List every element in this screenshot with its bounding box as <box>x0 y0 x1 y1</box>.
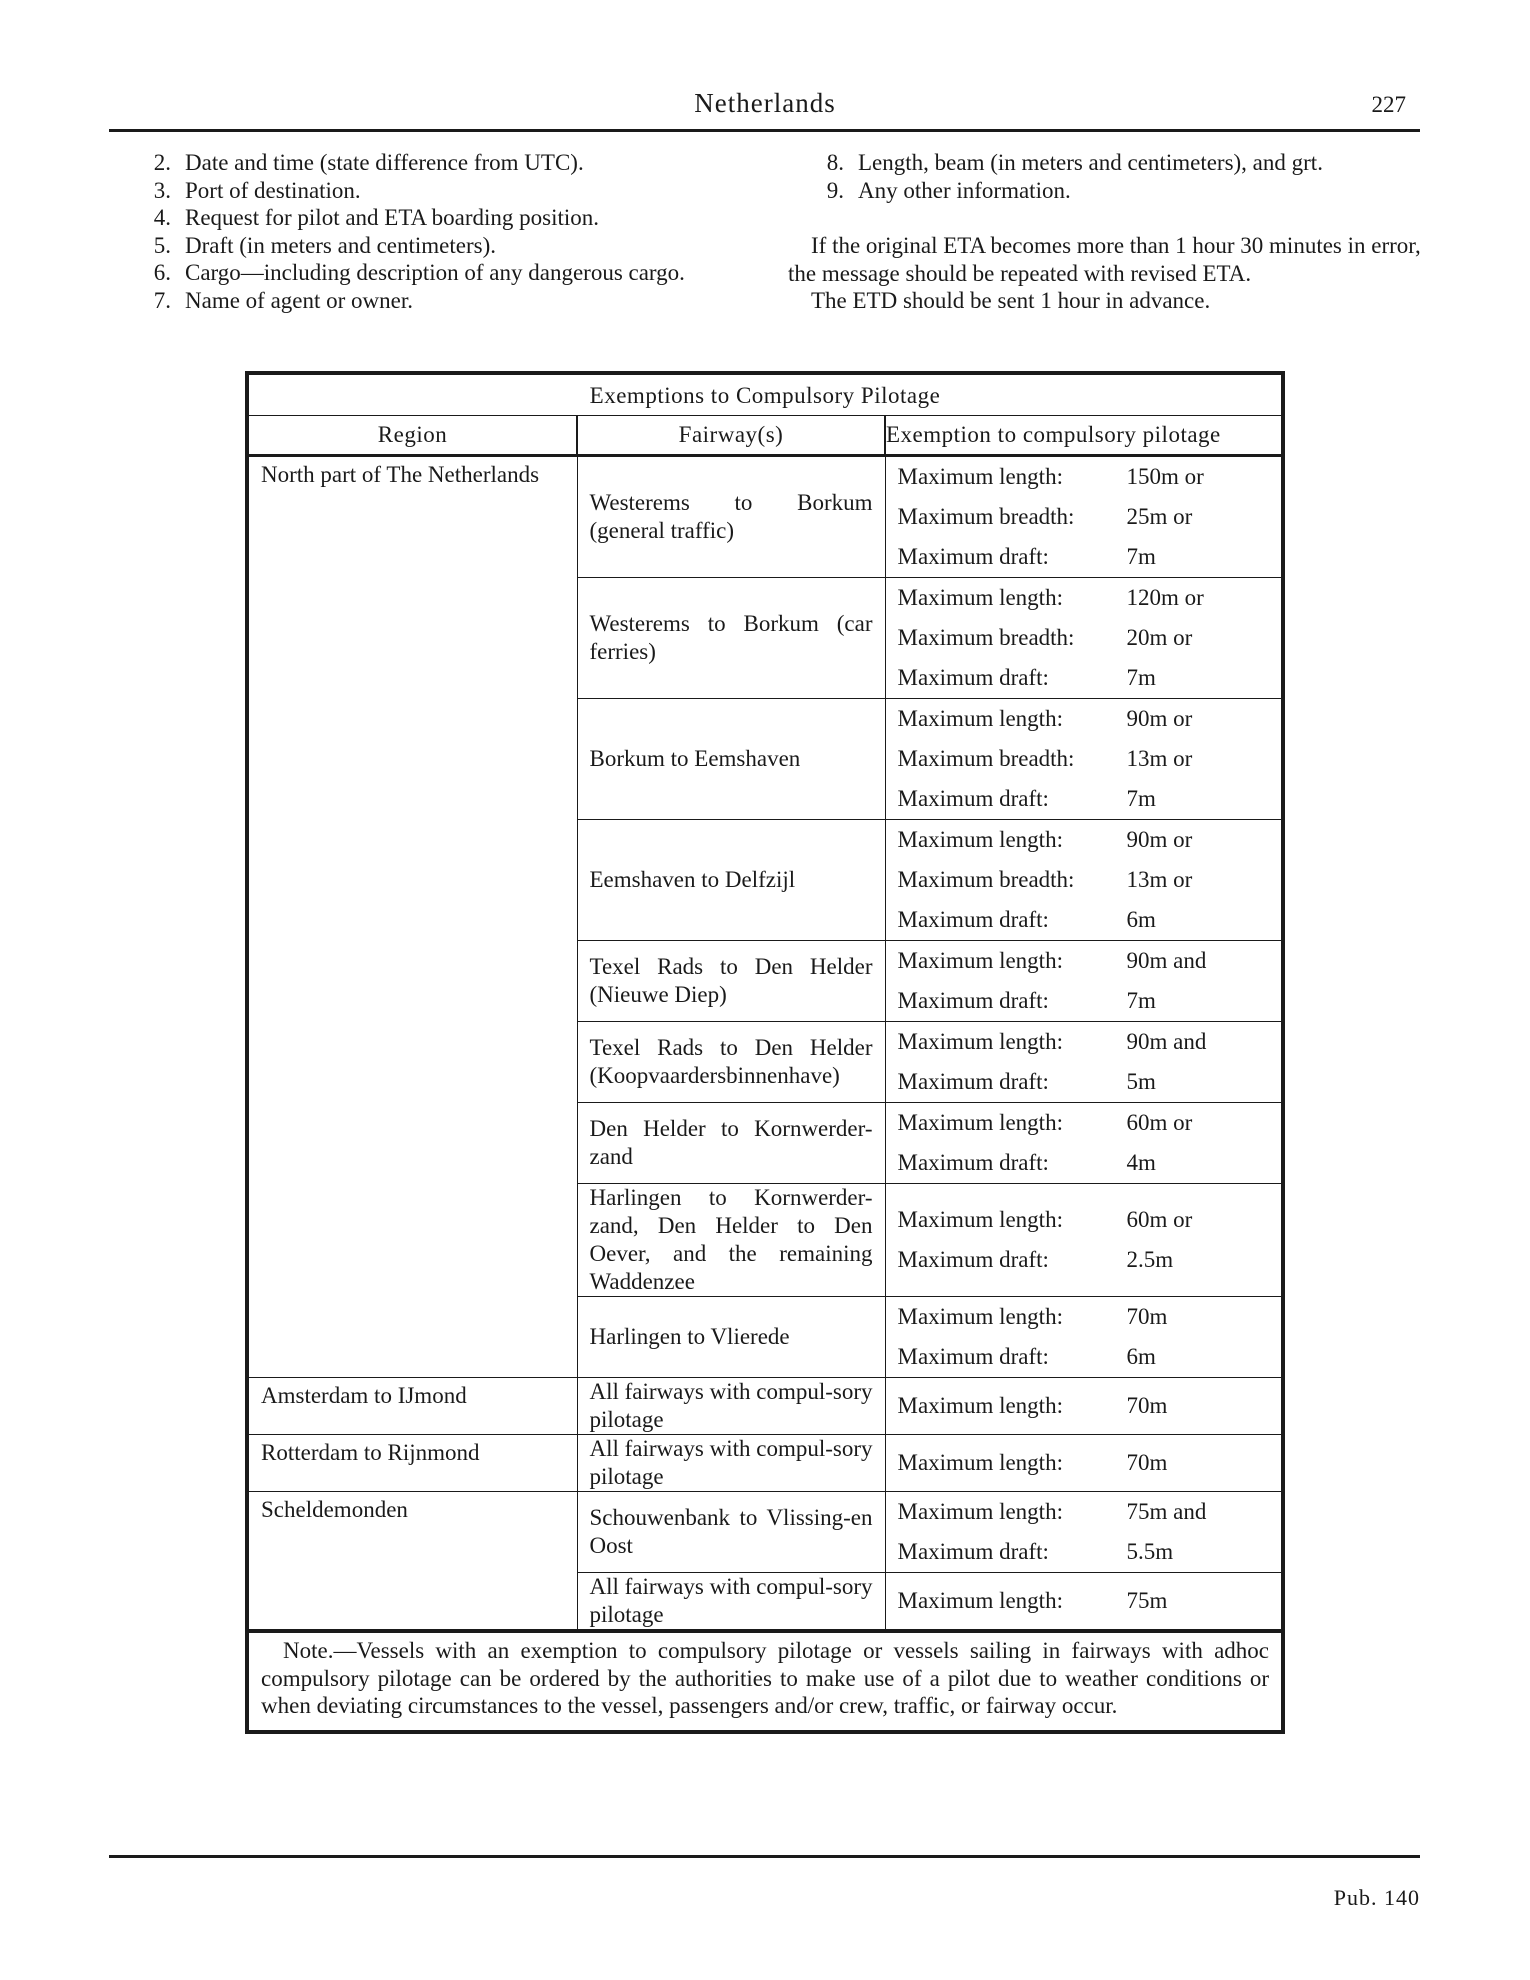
list-item-number: 8. <box>826 150 844 175</box>
limit-row <box>886 1337 1282 1377</box>
list-item <box>150 232 685 260</box>
limit-label: Maximum breadth: <box>897 746 1075 771</box>
limit-label: Maximum breadth: <box>897 867 1075 892</box>
fairway-cell: All fairways with compul-sory pilotage <box>577 1378 885 1435</box>
limit-label: Maximum draft: <box>897 907 1049 932</box>
limit-label: Maximum draft: <box>897 665 1049 690</box>
table-note: Note.—Vessels with an exemption to compulsory pilotage or vessels sailing in fairways with adhoc compulsory pilotage can be ordered by the authorities to make use of a pilot due to weather conditions or when deviating circumstances to the vessel, passengers and/or crew, traffic, or fairway occur. <box>247 1631 1283 1732</box>
limit-row <box>886 1200 1282 1240</box>
list-item-text: Name of agent or owner. <box>185 287 414 313</box>
limit-label: Maximum length: <box>897 1110 1063 1135</box>
limits-list <box>886 1022 1282 1102</box>
limit-row <box>886 1492 1282 1532</box>
exemption-cell <box>885 1378 1283 1435</box>
fairway-cell: Westerems to Borkum (car ferries) <box>577 578 885 699</box>
fairway-cell: Texel Rads to Den Helder (Nieuwe Diep) <box>577 941 885 1022</box>
list-item <box>150 204 685 232</box>
limit-value: 7m <box>1126 786 1156 811</box>
limit-value: 70m <box>1126 1393 1168 1418</box>
limit-row <box>886 578 1282 618</box>
exemption-cell <box>885 820 1283 941</box>
limits-list <box>886 1492 1282 1572</box>
limit-row <box>886 860 1282 900</box>
limit-row <box>886 779 1282 819</box>
limits-list <box>886 941 1282 1021</box>
fairway-cell: Harlingen to Vlierede <box>577 1297 885 1378</box>
list-item-number: 5. <box>153 232 171 258</box>
limit-label: Maximum length: <box>897 1499 1063 1524</box>
list-item-number: 9. <box>826 177 844 203</box>
limit-value: 90m and <box>1126 1029 1207 1054</box>
column-header-region: Region <box>247 416 577 456</box>
fairway-cell: All fairways with compul-sory pilotage <box>577 1573 885 1632</box>
limits-list <box>886 1581 1282 1621</box>
fairway-cell: Westerems to Borkum (general traffic) <box>577 456 885 578</box>
limit-label: Maximum draft: <box>897 786 1049 811</box>
limit-label: Maximum draft: <box>897 1069 1049 1094</box>
limit-value: 90m or <box>1126 706 1193 731</box>
exemption-cell <box>885 1573 1283 1632</box>
limit-value: 13m or <box>1126 746 1193 771</box>
table-row <box>247 1378 1283 1435</box>
exemption-cell <box>885 699 1283 820</box>
limit-label: Maximum draft: <box>897 1247 1049 1272</box>
exemption-cell <box>885 456 1283 578</box>
limit-row <box>886 1443 1282 1483</box>
limit-row <box>886 1143 1282 1183</box>
column-header-exemption: Exemption to compulsory pilotage <box>885 416 1283 456</box>
limit-value: 20m or <box>1126 625 1193 650</box>
limit-value: 25m or <box>1126 504 1193 529</box>
limit-label: Maximum length: <box>897 1450 1063 1475</box>
limits-list <box>886 820 1282 940</box>
limit-row <box>886 1386 1282 1426</box>
fairway-cell: Texel Rads to Den Helder (Koopvaardersbinnenhave) <box>577 1022 885 1103</box>
limit-label: Maximum length: <box>897 1304 1063 1329</box>
limit-row <box>886 1103 1282 1143</box>
exemption-cell <box>885 1184 1283 1297</box>
limit-value: 75m and <box>1126 1499 1207 1524</box>
list-item-text: Date and time (state difference from UTC). <box>185 150 584 175</box>
limits-list <box>886 1103 1282 1183</box>
exemption-cell <box>885 941 1283 1022</box>
limit-value: 90m and <box>1126 948 1207 973</box>
list-item-text: Length, beam (in meters and centimeters), and grt. <box>858 150 1323 175</box>
limit-value: 2.5m <box>1126 1247 1174 1272</box>
limit-label: Maximum length: <box>897 1393 1063 1418</box>
list-item-number: 7. <box>153 287 171 313</box>
list-item-number: 3. <box>153 177 171 203</box>
limit-row <box>886 457 1282 497</box>
limits-list <box>886 1443 1282 1483</box>
limit-row <box>886 1022 1282 1062</box>
table-row <box>247 1435 1283 1492</box>
limit-value: 75m <box>1126 1588 1168 1613</box>
paragraph-eta: If the original ETA becomes more than 1 hour 30 minutes in error, the message should be repeated with revised ETA. <box>788 233 1421 286</box>
fairway-cell: Schouwenbank to Vlissing-en Oost <box>577 1492 885 1573</box>
limit-label: Maximum length: <box>897 1207 1063 1232</box>
table-row <box>247 1492 1283 1573</box>
list-item <box>150 259 685 287</box>
list-item <box>150 177 685 205</box>
limits-list <box>886 1297 1282 1377</box>
exemption-cell <box>885 1492 1283 1573</box>
footer-rule <box>109 1855 1420 1858</box>
limit-value: 5.5m <box>1126 1539 1174 1564</box>
table-row <box>247 456 1283 578</box>
limit-value: 70m <box>1126 1304 1168 1329</box>
limit-value: 60m or <box>1126 1207 1193 1232</box>
exemption-cell <box>885 1103 1283 1184</box>
limit-label: Maximum length: <box>897 585 1063 610</box>
list-item-number: 2. <box>153 150 171 175</box>
region-cell: Amsterdam to IJmond <box>247 1378 577 1435</box>
limit-row <box>886 941 1282 981</box>
list-item <box>823 149 1323 177</box>
list-item <box>150 149 685 177</box>
limit-row <box>886 1581 1282 1621</box>
column-header-fairways: Fairway(s) <box>577 416 885 456</box>
fairway-cell: Harlingen to Kornwerder-zand, Den Helder to Den Oever, and the remaining Waddenzee <box>577 1184 885 1297</box>
limits-list <box>886 457 1282 577</box>
limit-row <box>886 1297 1282 1337</box>
limits-list <box>886 1386 1282 1426</box>
paragraph-etd: The ETD should be sent 1 hour in advance. <box>811 288 1211 313</box>
limit-label: Maximum length: <box>897 1029 1063 1054</box>
limit-label: Maximum length: <box>897 706 1063 731</box>
list-item <box>823 177 1323 205</box>
limit-row <box>886 699 1282 739</box>
limit-value: 6m <box>1126 907 1156 932</box>
table-note-row <box>247 1631 1283 1732</box>
header-rule <box>109 129 1420 132</box>
limit-value: 120m or <box>1126 585 1204 610</box>
limit-row <box>886 820 1282 860</box>
limit-row <box>886 900 1282 940</box>
publication-label: Pub. 140 <box>1333 1885 1420 1910</box>
limit-row <box>886 1062 1282 1102</box>
list-item-text: Cargo—including description of any dangerous cargo. <box>185 260 685 285</box>
limit-value: 90m or <box>1126 827 1193 852</box>
limit-value: 7m <box>1126 544 1156 569</box>
numbered-list-right <box>823 149 1323 204</box>
limit-row <box>886 981 1282 1021</box>
limit-value: 7m <box>1126 665 1156 690</box>
table-caption: Exemptions to Compulsory Pilotage <box>247 373 1283 416</box>
limit-value: 150m or <box>1126 464 1204 489</box>
limit-label: Maximum draft: <box>897 988 1049 1013</box>
limit-label: Maximum breadth: <box>897 625 1075 650</box>
exemption-cell <box>885 1435 1283 1492</box>
limits-list <box>886 1200 1282 1280</box>
list-item-text: Port of destination. <box>185 177 361 203</box>
limit-row <box>886 537 1282 577</box>
limit-row <box>886 497 1282 537</box>
limit-label: Maximum draft: <box>897 1150 1049 1175</box>
limit-row <box>886 618 1282 658</box>
limits-list <box>886 699 1282 819</box>
list-item-number: 4. <box>153 205 171 230</box>
exemption-cell <box>885 1022 1283 1103</box>
limit-row <box>886 739 1282 779</box>
limit-value: 4m <box>1126 1150 1156 1175</box>
limit-row <box>886 1532 1282 1572</box>
limit-value: 70m <box>1126 1450 1168 1475</box>
limit-row <box>886 658 1282 698</box>
page-number: 227 <box>1371 92 1406 117</box>
limits-list <box>886 578 1282 698</box>
limit-label: Maximum draft: <box>897 1539 1049 1564</box>
fairway-cell: Borkum to Eemshaven <box>577 699 885 820</box>
limit-label: Maximum length: <box>897 464 1063 489</box>
list-item-text: Draft (in meters and centimeters). <box>185 232 497 258</box>
exemption-cell <box>885 578 1283 699</box>
fairway-cell: Eemshaven to Delfzijl <box>577 820 885 941</box>
limit-value: 13m or <box>1126 867 1193 892</box>
exemption-cell <box>885 1297 1283 1378</box>
limit-label: Maximum length: <box>897 827 1063 852</box>
region-cell: Rotterdam to Rijnmond <box>247 1435 577 1492</box>
limit-value: 5m <box>1126 1069 1156 1094</box>
limit-label: Maximum length: <box>897 948 1063 973</box>
region-cell: Scheldemonden <box>247 1492 577 1632</box>
list-item-text: Any other information. <box>858 177 1071 203</box>
limit-value: 7m <box>1126 988 1156 1013</box>
limit-row <box>886 1240 1282 1280</box>
region-cell: North part of The Netherlands <box>247 456 577 1378</box>
exemptions-table <box>245 371 1285 1734</box>
limit-label: Maximum draft: <box>897 1344 1049 1369</box>
limit-value: 6m <box>1126 1344 1156 1369</box>
limit-value: 60m or <box>1126 1110 1193 1135</box>
numbered-list-left <box>150 149 685 314</box>
fairway-cell: All fairways with compul-sory pilotage <box>577 1435 885 1492</box>
limit-label: Maximum draft: <box>897 544 1049 569</box>
list-item <box>150 287 685 315</box>
page-title: Netherlands <box>694 88 836 118</box>
limit-label: Maximum length: <box>897 1588 1063 1613</box>
list-item-number: 6. <box>153 260 171 285</box>
limit-label: Maximum breadth: <box>897 504 1075 529</box>
fairway-cell: Den Helder to Kornwerder-zand <box>577 1103 885 1184</box>
list-item-text: Request for pilot and ETA boarding position. <box>185 205 600 230</box>
